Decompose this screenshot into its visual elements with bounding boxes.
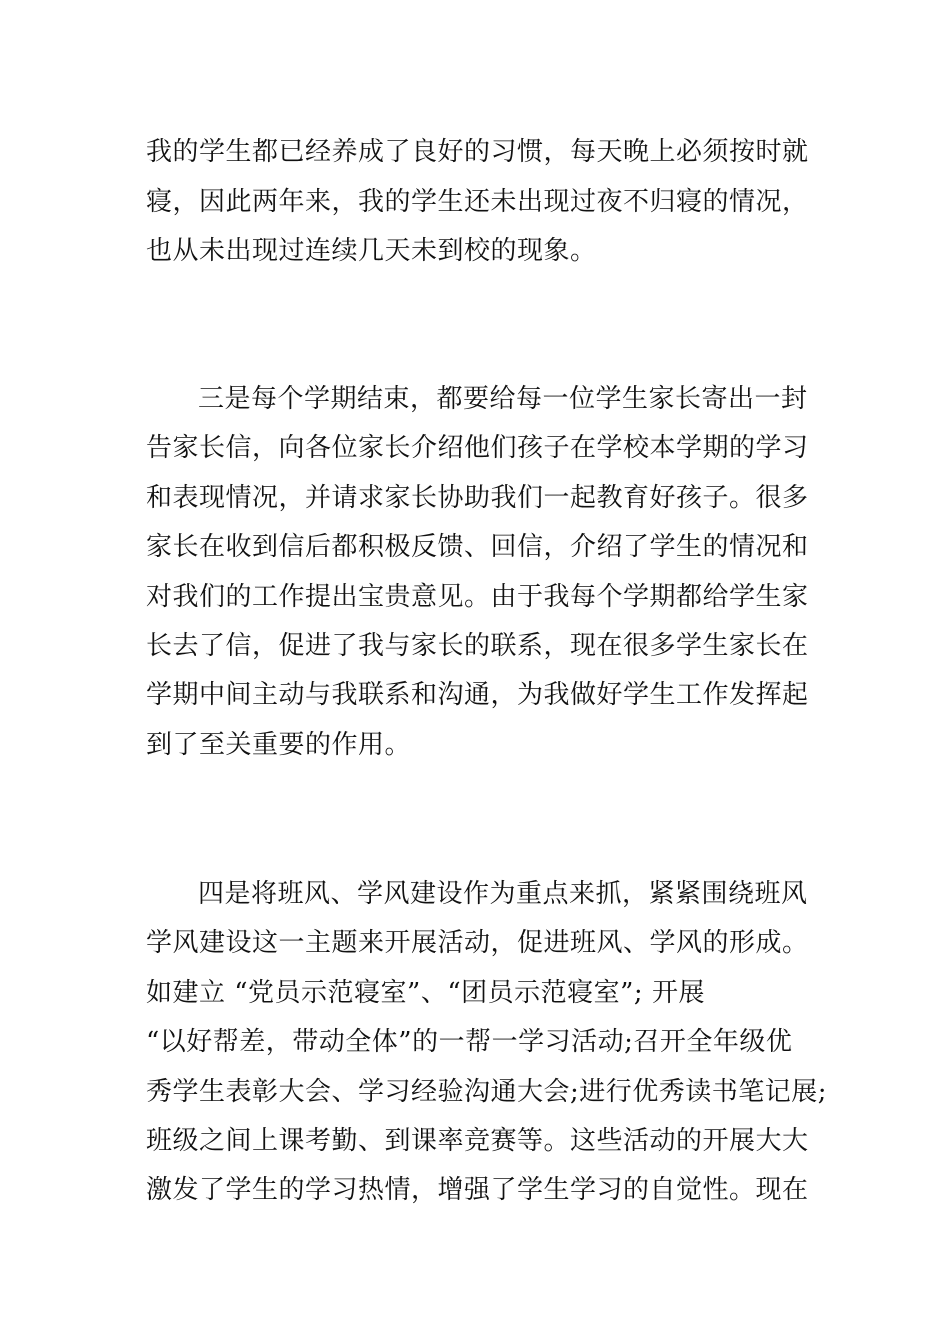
paragraph-2-line-3: 和表现情况，并请求家长协助我们一起教育好孩子。很多: [146, 483, 809, 513]
paragraph-2-line-5: 对我们的工作提出宝贵意见。由于我每个学期都给学生家: [146, 582, 809, 612]
paragraph-2-line-2: 告家长信，向各位家长介绍他们孩子在学校本学期的学习: [146, 433, 809, 463]
paragraph-1-line-1: 我的学生都已经养成了良好的习惯，每天晚上必须按时就: [146, 137, 809, 167]
paragraph-3-line-4: “以好帮差，带动全体”的一帮一学习活动;召开全年级优: [146, 1027, 793, 1057]
paragraph-3-line-6: 班级之间上课考勤、到课率竞赛等。这些活动的开展大大: [146, 1126, 809, 1156]
paragraph-1-line-3: 也从未出现过连续几天未到校的现象。: [146, 236, 597, 266]
paragraph-3-line-7: 激发了学生的学习热情，增强了学生学习的自觉性。现在: [146, 1175, 809, 1205]
paragraph-3-line-5: 秀学生表彰大会、学习经验沟通大会;进行优秀读书笔记展;: [146, 1077, 828, 1107]
paragraph-2-line-1: 三是每个学期结束，都要给每一位学生家长寄出一封: [198, 384, 808, 414]
paragraph-2-line-4: 家长在收到信后都积极反馈、回信，介绍了学生的情况和: [146, 532, 809, 562]
paragraph-3-line-1: 四是将班风、学风建设作为重点来抓，紧紧围绕班风: [198, 879, 808, 909]
paragraph-3-line-2: 学风建设这一主题来开展活动，促进班风、学风的形成。: [146, 928, 809, 958]
paragraph-1-line-2: 寝，因此两年来，我的学生还未出现过夜不归寝的情况，: [146, 187, 809, 217]
paragraph-3-line-3: 如建立 “党员示范寝室”、“团员示范寝室”; 开展: [146, 978, 705, 1008]
paragraph-2-line-7: 学期中间主动与我联系和沟通，为我做好学生工作发挥起: [146, 680, 809, 710]
paragraph-2-line-8: 到了至关重要的作用。: [146, 730, 412, 760]
paragraph-2-line-6: 长去了信，促进了我与家长的联系，现在很多学生家长在: [146, 631, 809, 661]
